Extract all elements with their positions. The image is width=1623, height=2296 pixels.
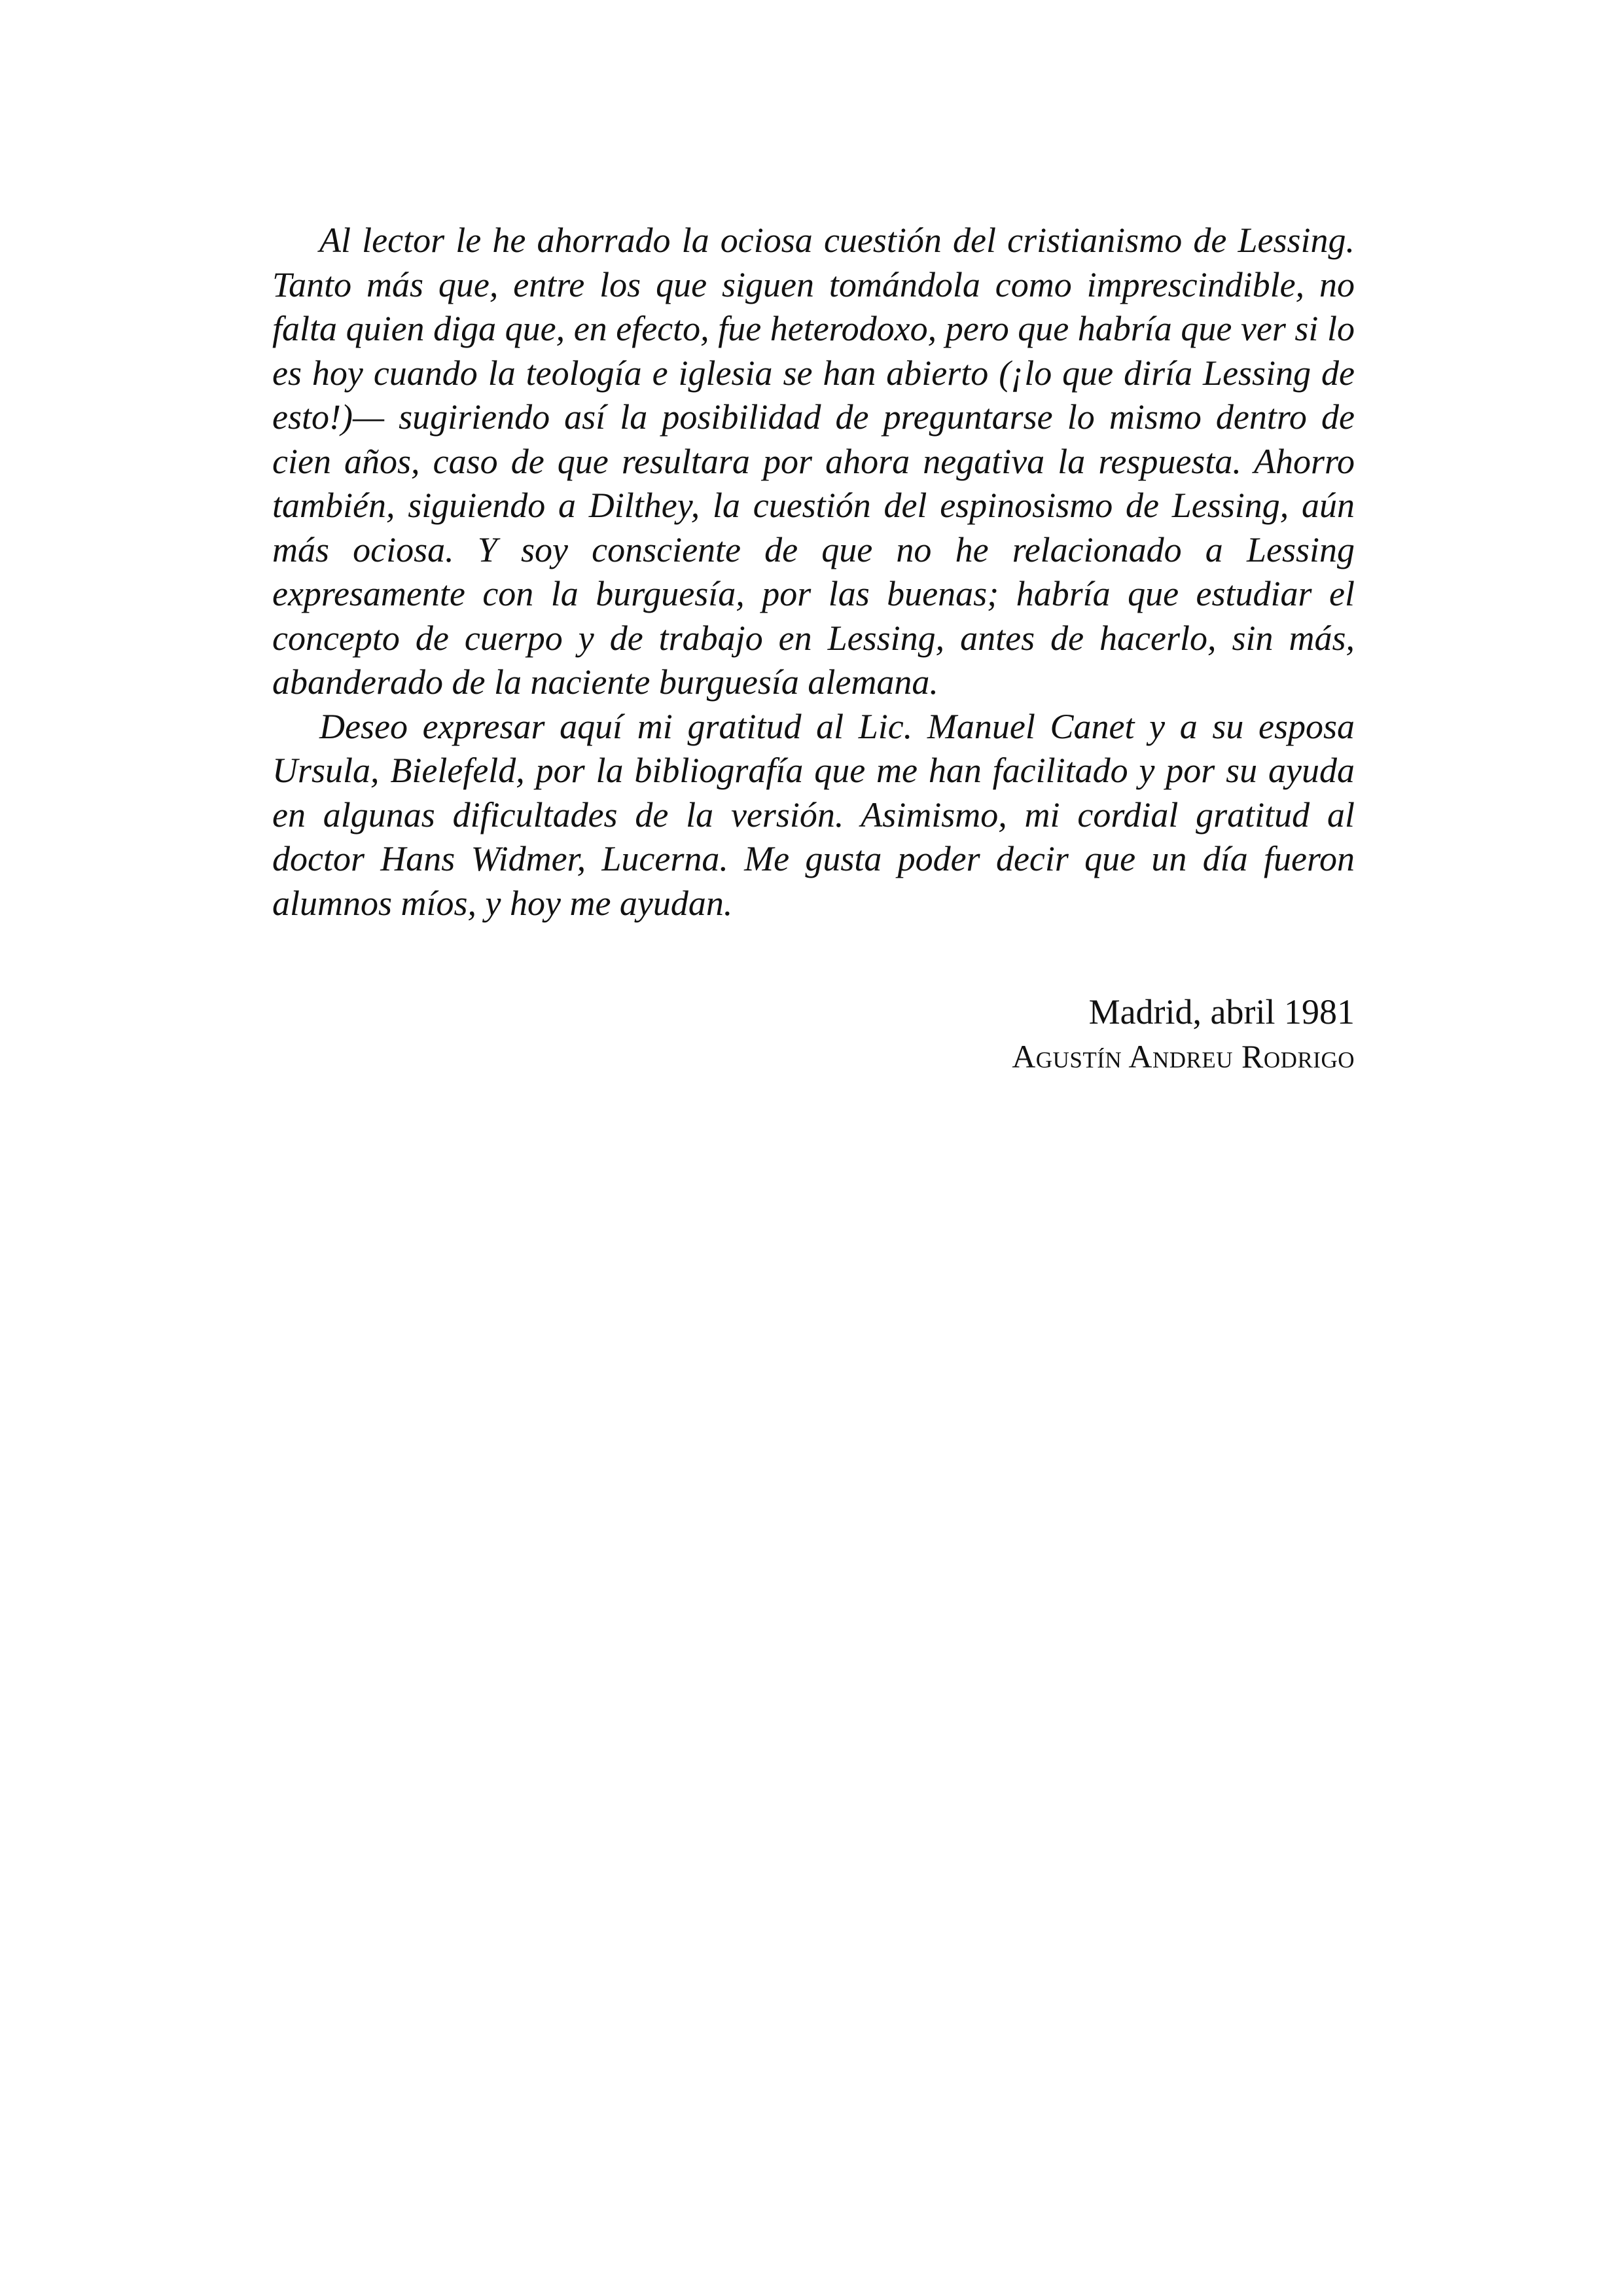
author-name: Agustín Andreu Rodrigo [1012, 1038, 1355, 1075]
paragraph-acknowledgements: Deseo expresar aquí mi gratitud al Lic. Manuel Canet y a su esposa Ursula, Bielefeld, por la bibliografía que me han facilitado y por su ayuda en algunas dificultades de la versión. Asimismo, mi cordial gratitud al doctor Hans Widmer, Lucerna. Me gusta poder decir que un día fueron alumnos míos, y hoy me ayudan. [272, 706, 1355, 923]
signature-block [1012, 990, 1355, 1079]
paragraph-lessing-christianity: Al lector le he ahorrado la ociosa cuestión del cristianismo de Lessing. Tanto más que, entre los que siguen tomándola como imprescindible, no falta quien diga que, en efecto, fue heterodoxo, pero que habría que ver si lo es hoy cuando la teología e iglesia se han abierto (¡lo que diría Lessing de esto!)— sugiriendo así la posibilidad de preguntarse lo mismo dentro de cien años, caso de que resultara por ahora negativa la respuesta. Ahorro también, siguiendo a Dilthey, la cuestión del espinosismo de Lessing, aún más ociosa. Y soy consciente de que no he relacionado a Lessing expresamente con la burguesía, por las buenas; habría que estudiar el concepto de cuerpo y de trabajo en Lessing, antes de hacerlo, sin más, abanderado de la naciente burguesía alemana. [272, 221, 1355, 702]
body-text [272, 219, 1355, 925]
place-date: Madrid, abril 1981 [1088, 992, 1355, 1031]
